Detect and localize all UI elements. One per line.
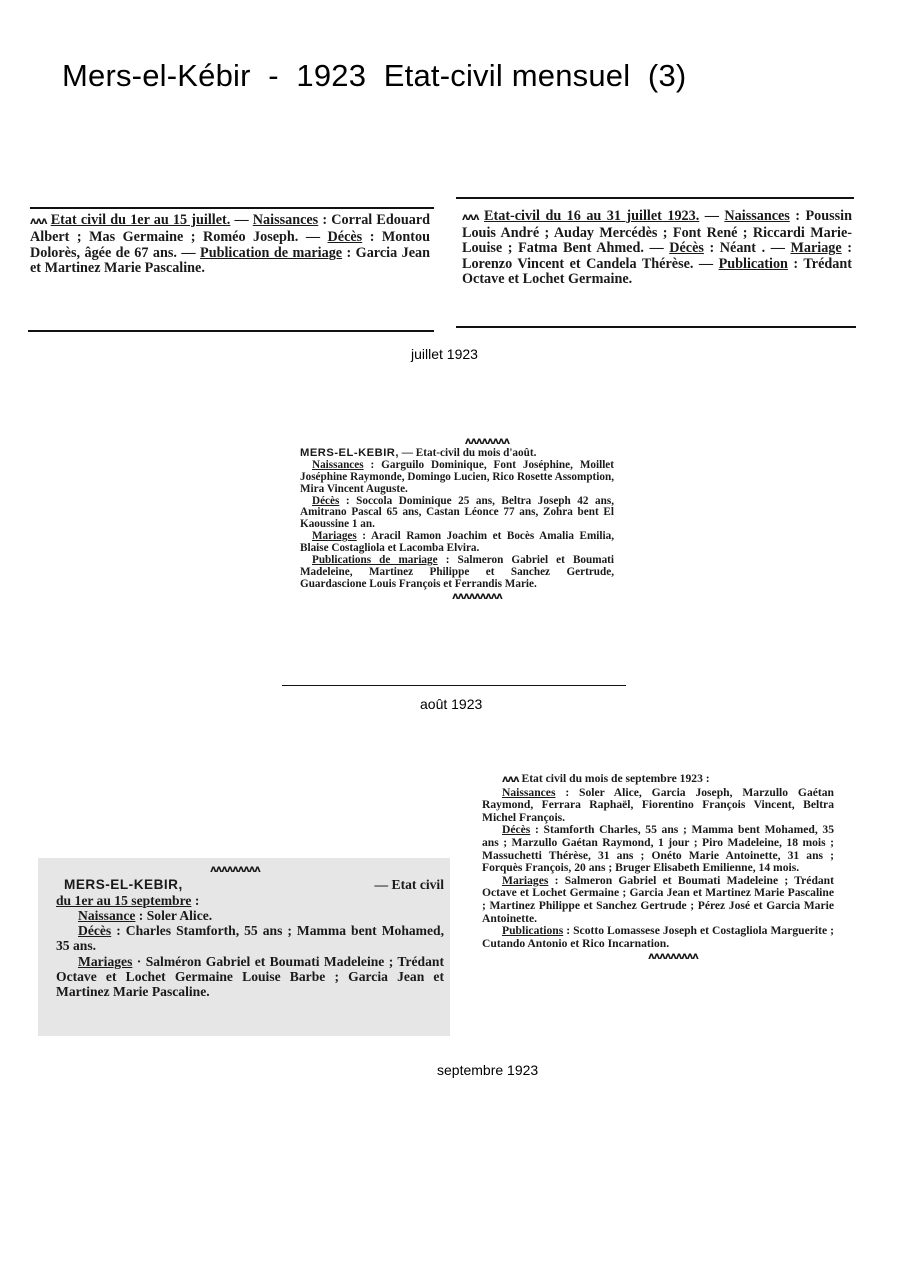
publications-text: : Scotto Lomassese Joseph et Costagliola Marguerite ; Cutando Antonio et Rico Incarnation. [482,924,834,950]
deces-label: Décès [502,823,531,837]
caption-juillet: juillet 1923 [411,346,478,362]
deces-text: : Charles Stamforth, 55 ans ; Mamma bent Mohamed, 35 ans. [56,923,444,954]
naissance-label: Naissance [78,907,136,923]
clip-juillet-2-top-rule [456,197,854,199]
deces-label: Décès [327,228,363,245]
clip-aout [300,436,614,603]
publications-label: Publications [502,924,564,938]
publications-text: : Salmeron Gabriel et Boumati Madeleine, Martinez Philippe et Sanchez Gertrude, Guardascione Louis François et Ferrandis Marie. [300,554,614,590]
clip-juillet-2-bottom-rule [456,326,856,328]
clip-heading: Etat-civil du 16 au 31 juillet 1923. [484,208,700,224]
page-title: Mers-el-Kébir - 1923 Etat-civil mensuel (3) [62,58,687,93]
naissance-text: : Soler Alice. [135,907,213,923]
naissances-label: Naissances [252,212,319,228]
naissances-text: : Soler Alice, Garcia Joseph, Marzullo Gaétan Raymond, Ferrara Raphaël, Fiorentino François Vincent, Beltra Michel François. [482,785,834,824]
deces-label: Décès [669,240,704,257]
ornament-icon: ʌʌʌʌʌʌʌʌʌ [210,864,260,875]
naissances-label: Naissances [502,785,556,799]
place-heading: MERS-EL-KEBIR, [64,877,183,893]
clip-sept-2 [482,773,834,964]
clip-juillet-1-bottom-rule [28,330,434,332]
dash: — [230,212,253,228]
place-heading: MERS-EL-KEBIR, [300,446,399,459]
mariages-text: : Aracil Ramon Joachim et Bocès Amalia Emilia, Blaise Costagliola et Lacomba Elvira. [300,530,614,555]
publication-text: : Garcia Jean et Martinez Marie Pascaline. [30,244,430,277]
clip-heading: — Etat civil [374,877,444,893]
clip-sept-1 [38,858,450,1036]
mariages-label: Mariages [502,873,549,887]
mariage-text: : Lorenzo Vincent et Candela Thérèse. — [462,240,852,272]
publication-label: Publication de mariage [200,244,343,261]
deces-text: : Soccola Dominique 25 ans, Beltra Joseph 42 ans, Amitrano Pascal 65 ans, Castan Léonce 77 ans, Zohra bent El Kaoussine 1 an. [300,494,614,531]
ornament-icon: ʌʌʌʌʌʌʌʌʌ [452,590,502,602]
deces-label: Décès [312,494,340,507]
naissances-text: : Garguilo Dominique, Font Joséphine, Moillet Joséphine Raymonde, Domingo Lucien, Rico Rosette Assomption, Mira Vincent Auguste. [300,458,614,495]
clip-heading: Etat civil du 1er au 15 juillet. [50,212,231,228]
ornament-icon: ʌʌʌ [30,216,47,227]
clip-juillet-1-top-rule [30,207,434,209]
mariages-label: Mariages [312,530,357,543]
naissances-label: Naissances [724,208,790,224]
deces-text: : Montou Dolorès, âgée de 67 ans. — [30,228,430,261]
ornament-icon: ʌʌʌʌʌʌʌʌʌ [648,951,698,963]
clip-heading: Etat civil du mois de septembre 1923 : [518,772,710,785]
clip-heading-dates: du 1er au 15 septembre [56,892,192,908]
deces-text: : Néant . — [703,240,791,257]
ornament-icon: ʌʌʌ [462,212,479,223]
caption-septembre: septembre 1923 [437,1062,539,1078]
naissances-label: Naissances [312,458,364,471]
ornament-icon: ʌʌʌ [502,774,519,785]
deces-text: : Stamforth Charles, 55 ans ; Mamma bent Mohamed, 35 ans ; Marzullo Gaétan Raymond, 1 jour ; Piro Madeleine, 18 mois ; Massuchetti Thérèse, 31 ans ; Onéto Marie Antoinette, 31 ans ; Forquès François, 20 ans ; Bruger Elisabeth Emilienne, 14 mois. [482,823,834,875]
mariages-text: : Salmeron Gabriel et Boumati Madeleine ; Trédant Octave et Lochet Germaine ; Garcia Jean et Martinez Marie Pascaline ; Martinez Philippe et Sanchez Gertrude ; Pérez José et Garcia Marie Antoinette. [482,873,834,925]
mariages-label: Mariages [78,953,133,969]
dash: — [699,208,725,224]
mariage-label: Mariage [790,240,842,257]
clip-heading-tail: : [191,892,200,908]
publication-text: : Trédant Octave et Lochet Germaine. [462,255,852,288]
clip-juillet-2 [462,209,852,288]
clip-heading: — Etat-civil du mois d'août. [399,446,537,459]
ornament-icon: ʌʌʌʌʌʌʌʌ [464,436,510,447]
clip-aout-bottom-rule [282,685,626,686]
naissances-text: : Corral Edouard Albert ; Mas Germaine ; Roméo Joseph. — [30,212,430,245]
publications-label: Publications de mariage [312,554,438,567]
mariages-text: · Salméron Gabriel et Boumati Madeleine ; Trédant Octave et Lochet Germaine Louise Barbe ; Garcia Jean et Martinez Marie Pascaline. [56,953,444,1000]
deces-label: Décès [78,923,112,939]
caption-aout: août 1923 [420,696,483,712]
publication-label: Publication [718,255,788,272]
naissances-text: : Poussin Louis André ; Auday Mercédès ; Font René ; Riccardi Marie-Louise ; Fatma Bent Ahmed. — [462,208,853,257]
clip-juillet-1 [30,213,430,277]
